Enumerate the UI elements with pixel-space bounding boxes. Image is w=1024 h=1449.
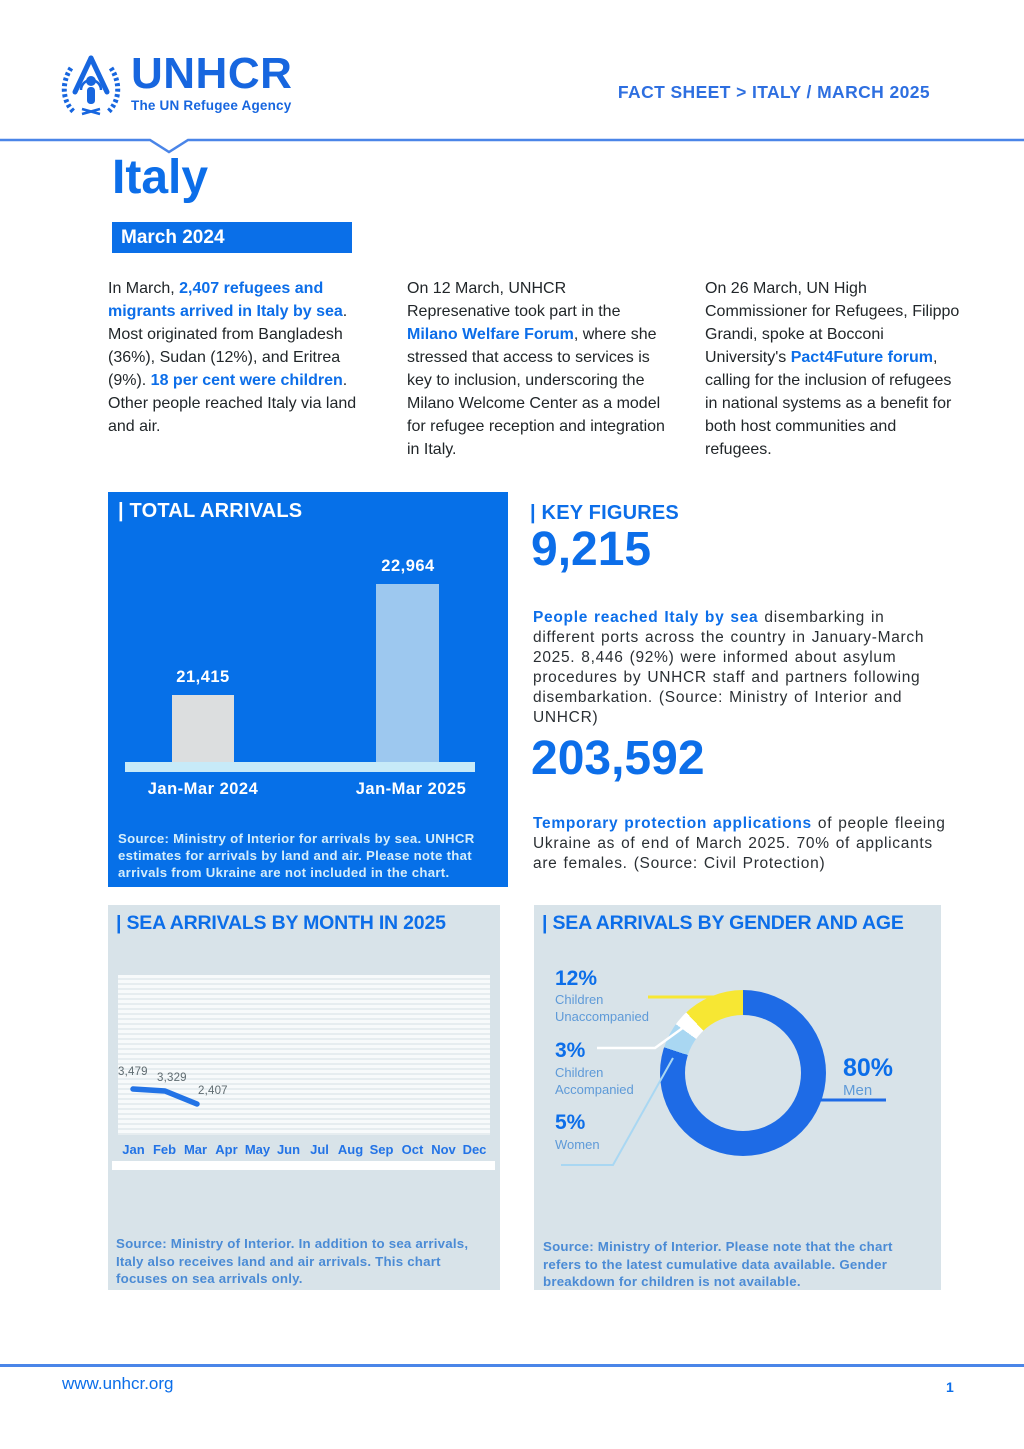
key-figure-value-sea: 9,215 bbox=[531, 523, 652, 576]
month-label: Oct bbox=[401, 1142, 424, 1157]
gender-age-source-note: Source: Ministry of Interior. Please note that the chart refers to the latest cumulative data available. Gender breakdown for children is not available. bbox=[543, 1239, 893, 1289]
month-axis bbox=[118, 1142, 490, 1157]
sea-arrivals-by-month-panel bbox=[108, 905, 500, 1290]
total-arrivals-category-label: Jan-Mar 2024 bbox=[147, 780, 259, 798]
text-run: disembarking in different ports across the country in January-March 2025. 8,446 (92%) were informed about asylum procedures by UNHCR staff and partners following disembarkation. (Source: Ministry of Interior and UNHCR) bbox=[533, 608, 925, 726]
text-run: of people fleeing Ukraine as of end of March 2025. 70% of applicants are females. (Source: Civil Protection) bbox=[533, 814, 946, 872]
text-run: , calling for the inclusion of refugees in national systems as a benefit for both host communities and refugees. bbox=[705, 349, 952, 458]
month-label: Jun bbox=[276, 1142, 301, 1157]
sea-line-value: 3,479 bbox=[118, 1066, 148, 1078]
callout-label: Children Accompanied bbox=[555, 1065, 634, 1097]
total-arrivals-bar-value: 22,964 bbox=[381, 557, 435, 575]
sea-line-value: 2,407 bbox=[198, 1085, 228, 1097]
fact-sheet-label: FACT SHEET > ITALY / MARCH 2025 bbox=[617, 82, 930, 102]
text-emphasis: Temporary protection applications bbox=[533, 814, 812, 832]
gender-age-heading: | SEA ARRIVALS BY GENDER AND AGE bbox=[542, 912, 904, 934]
inline-link[interactable]: Pact4Future forum bbox=[790, 349, 933, 366]
callout-label: Children Unaccompanied bbox=[555, 992, 649, 1024]
month-label: Feb bbox=[152, 1142, 177, 1157]
key-figure-value-protection: 203,592 bbox=[531, 732, 705, 785]
month-label: Sep bbox=[369, 1142, 394, 1157]
page-number: 1 bbox=[946, 1379, 954, 1395]
text-run: . Other people reached Italy via land and air. bbox=[108, 372, 357, 435]
axis-underline bbox=[112, 1161, 495, 1170]
leader-children-accompanied bbox=[597, 1027, 684, 1048]
key-figures-heading: | KEY FIGURES bbox=[530, 502, 679, 524]
text-run: On 12 March, UNHCR Represenative took part in the bbox=[407, 280, 621, 320]
month-label: Jan bbox=[122, 1142, 145, 1157]
total-arrivals-bar bbox=[376, 584, 439, 762]
month-label: Apr bbox=[215, 1142, 238, 1157]
intro-paragraph-3 bbox=[705, 277, 963, 461]
sea-by-month-source-note: Source: Ministry of Interior. In addition to sea arrivals, Italy also receives land and air arrivals. This chart focuses on sea arrivals only. bbox=[116, 1236, 469, 1286]
inline-link[interactable]: Milano Welfare Forum bbox=[407, 326, 574, 343]
text-run: In March, bbox=[108, 280, 180, 297]
text-emphasis: People reached Italy by sea bbox=[533, 608, 759, 626]
line-series bbox=[133, 1089, 197, 1104]
month-label: Mar bbox=[183, 1142, 208, 1157]
intro-paragraph-1 bbox=[108, 277, 360, 438]
chart-baseline bbox=[125, 762, 475, 772]
month-label: Aug bbox=[337, 1142, 364, 1157]
sea-by-month-plot-area bbox=[118, 975, 490, 1135]
callout-pct-women: 5% bbox=[555, 1111, 586, 1134]
callout-pct-children-accompanied: 3% bbox=[555, 1039, 586, 1062]
sea-arrivals-gender-age-panel bbox=[534, 905, 941, 1290]
total-arrivals-heading: | TOTAL ARRIVALS bbox=[118, 500, 303, 522]
total-arrivals-bar-value: 21,415 bbox=[176, 668, 230, 686]
unhcr-logo bbox=[58, 50, 292, 125]
total-arrivals-category-label: Jan-Mar 2025 bbox=[355, 780, 467, 798]
unhcr-emblem-icon bbox=[58, 50, 124, 125]
callout-label: Women bbox=[555, 1137, 600, 1152]
text-emphasis: 2,407 refugees and migrants arrived in Italy by sea bbox=[108, 280, 343, 320]
intro-paragraph-2 bbox=[407, 277, 673, 461]
callout-label: Men bbox=[843, 1082, 873, 1099]
total-arrivals-panel bbox=[108, 492, 508, 887]
month-label: May bbox=[244, 1142, 271, 1157]
callout-pct-men: 80% bbox=[843, 1054, 894, 1082]
key-figure-text-protection bbox=[533, 814, 949, 874]
sea-by-month-heading: | SEA ARRIVALS BY MONTH IN 2025 bbox=[116, 912, 446, 934]
total-arrivals-source-note: Source: Ministry of Interior for arrivals by sea. UNHCR estimates for arrivals by land and air. Please note that arrivals from Ukraine are not included in the chart. bbox=[118, 831, 475, 880]
sea-by-month-line-chart bbox=[118, 975, 490, 1135]
logo-wordmark: UNHCR bbox=[131, 49, 293, 98]
text-run: . Most originated from Bangladesh (36%), Sudan (12%), and Eritrea (9%). bbox=[108, 303, 348, 389]
text-run: , where she stressed that access to services is key to inclusion, underscoring the Milano Welcome Center as a model for refugee reception and integration in Italy. bbox=[407, 326, 665, 458]
total-arrivals-bar bbox=[172, 695, 234, 762]
callout-pct-children-unaccompanied: 12% bbox=[555, 967, 598, 990]
text-run: On 26 March, UN High Commissioner for Refugees, Filippo Grandi, spoke at Bocconi University's bbox=[705, 280, 960, 366]
logo-tagline: The UN Refugee Agency bbox=[131, 98, 292, 113]
month-label: Nov bbox=[431, 1142, 456, 1157]
footer-rule bbox=[0, 1364, 1024, 1367]
period-badge: March 2024 bbox=[112, 222, 352, 253]
page-title: Italy bbox=[112, 151, 209, 204]
month-label: Jul bbox=[310, 1142, 329, 1157]
month-label: Dec bbox=[462, 1142, 487, 1157]
footer-url-link[interactable]: www.unhcr.org bbox=[62, 1374, 174, 1393]
sea-line-value: 3,329 bbox=[157, 1072, 187, 1084]
key-figure-text-sea bbox=[533, 608, 949, 728]
text-emphasis: 18 per cent were children bbox=[150, 372, 343, 389]
